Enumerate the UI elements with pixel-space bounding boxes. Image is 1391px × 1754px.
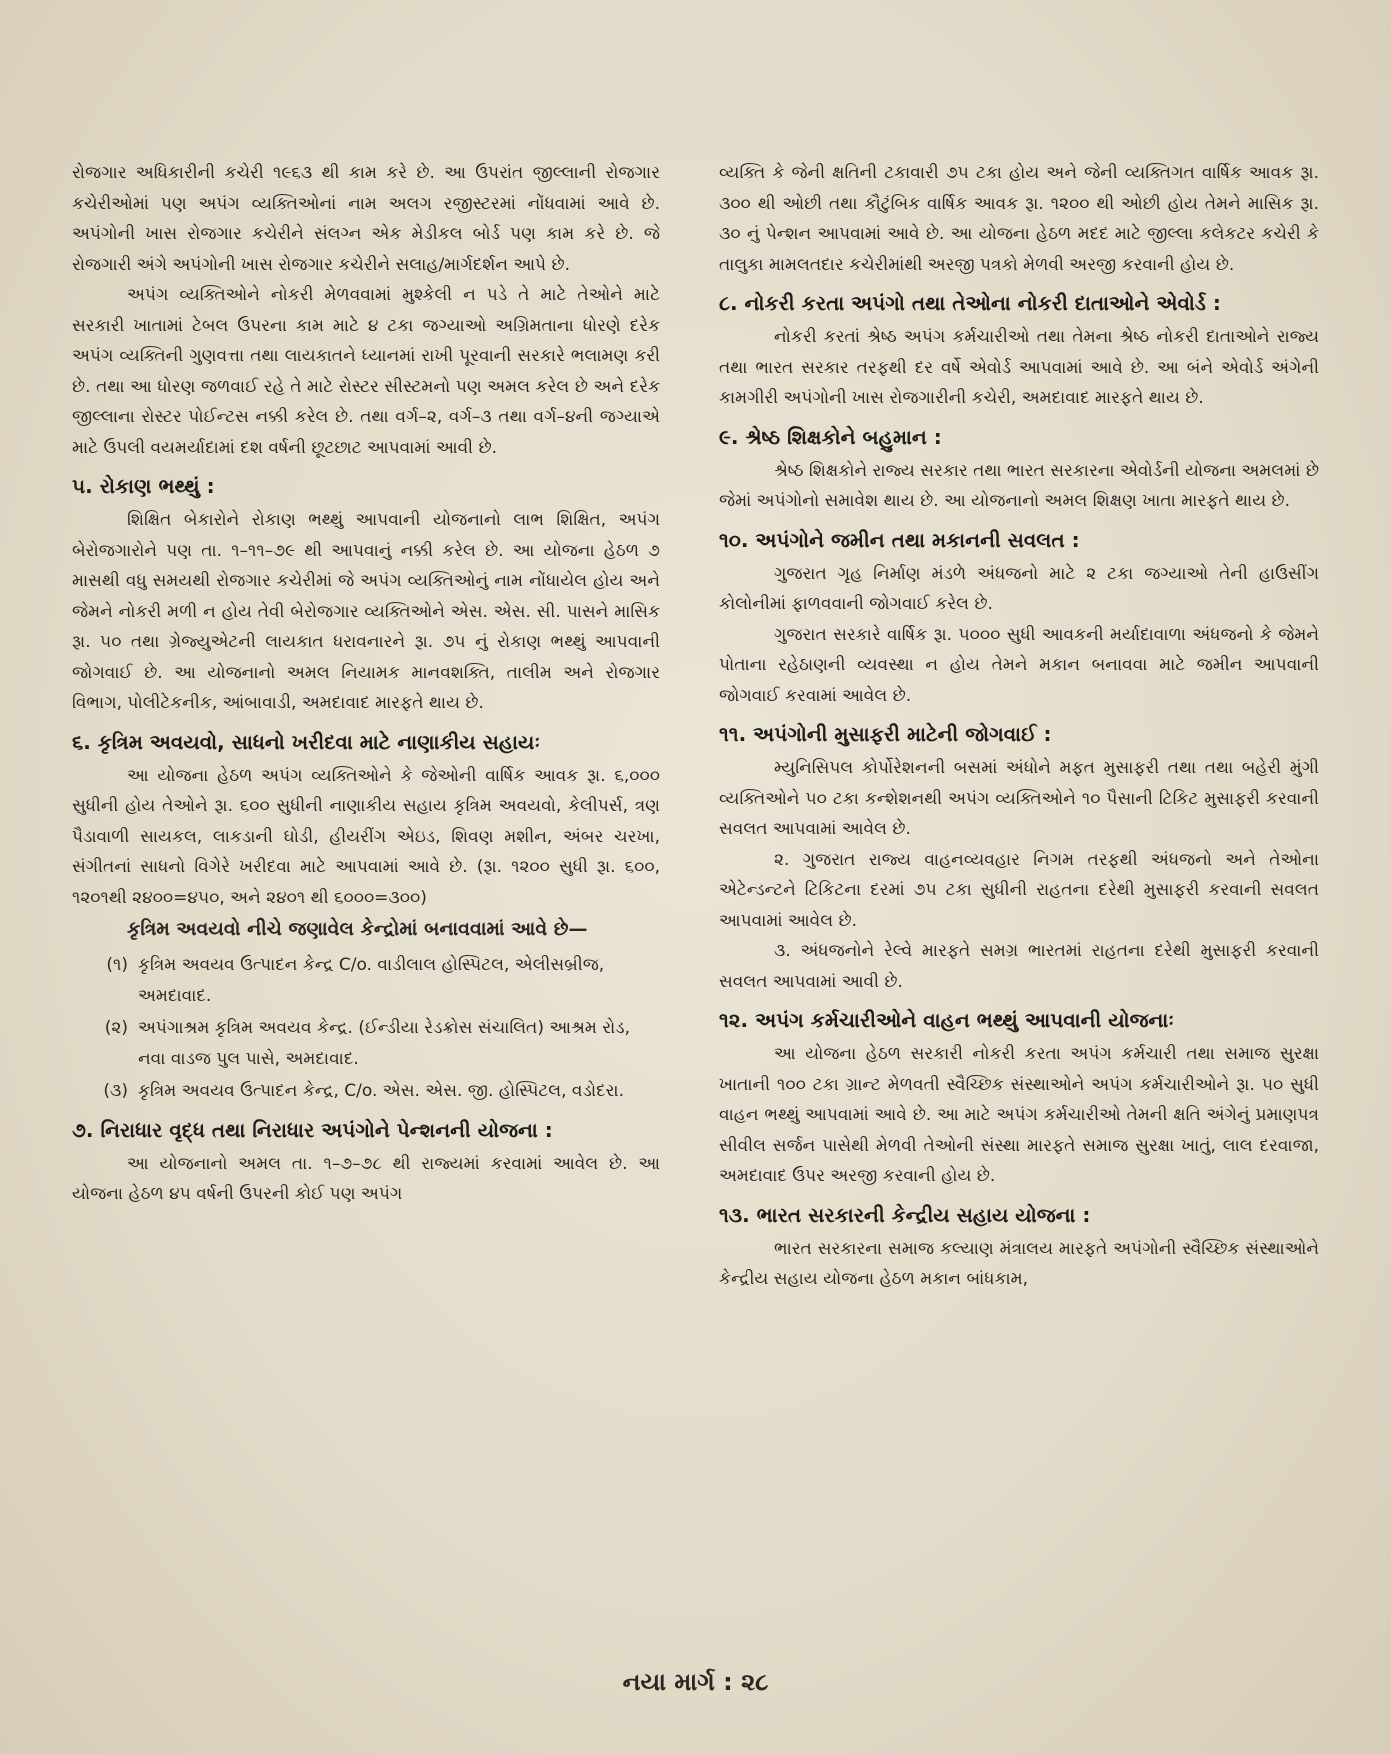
- section-heading: ૧૨. અપંગ કર્મચારીઓને વાહન ભથ્થું આપવાની યોજનાઃ: [719, 1008, 1175, 1032]
- paragraph: ગુજરાત સરકારે વાર્ષિક રૂા. ૫૦૦૦ સુધી આવકની મર્યાદાવાળા અંધજનો કે જેમને પોતાના રહેઠાણની વ્યવસ્થા ન હોય તેમને મકાન બનાવવા માટે જમીન આપવાની જોગવાઈ કરવામાં આવેલ છે.: [719, 624, 1319, 706]
- section-heading: ૭. નિરાધાર વૃદ્ધ તથા નિરાધાર અપંગોને પેન્શનની યોજના :: [72, 1117, 553, 1142]
- paragraph: અપંગ વ્યક્તિઓને નોકરી મેળવવામાં મુશ્કેલી ન પડે તે માટે તેઓને માટે સરકારી ખાતામાં ટેબલ ઉપરના કામ માટે ૪ ટકા જગ્યાઓ અગ્રિમતાના ધોરણે દરેક અપંગ વ્યક્તિની ગુણવત્તા તથા લાયકાતને ધ્યાનમાં રાખી પૂરવાની સરકારે ભલામણ કરી છે. તથા આ ધોરણ જળવાઈ રહે તે માટે રોસ્ટર સીસ્ટમનો પણ અમલ કરેલ છે અને દરેક જીલ્લાના રોસ્ટર પોઈન્ટસ નક્કી કરેલ છે. તથા વર્ગ–૨, વર્ગ–૩ તથા વર્ગ–૪ની જગ્યાએ માટે ઉપલી વયમર્યાદામાં દશ વર્ષની છૂટછાટ આપવામાં આવી છે.: [72, 285, 660, 458]
- paragraph: શ્રેષ્ઠ શિક્ષકોને રાજ્ય સરકાર તથા ભારત સરકારના એવોર્ડની યોજના અમલમાં છે જેમાં અપંગોનો સમાવેશ થાય છે. આ યોજનાનો અમલ શિક્ષણ ખાતા મારફતે થાય છે.: [719, 460, 1319, 511]
- paragraph: ગુજરાત ગૃહ નિર્માણ મંડળે અંધજનો માટે ૨ ટકા જગ્યાઓ તેની હાઉસીંગ કોલોનીમાં ફાળવવાની જોગવાઈ કરેલ છે.: [719, 563, 1319, 614]
- section-heading: ૫. રોકાણ ભથ્થું :: [72, 474, 215, 498]
- page-footer: નયા માર્ગ : ૨૮: [622, 1668, 769, 1696]
- paragraph: મ્યુનિસિપલ કોર્પોરેશનની બસમાં અંધોને મફત મુસાફરી તથા તથા બહેરી મુંગી વ્યક્તિઓને ૫૦ ટકા કન્શેશનથી અપંગ વ્યક્તિઓને ૧૦ પૈસાની ટિકિટ મુસાફરી કરવાની સવલત આપવામાં આવેલ છે.: [719, 758, 1319, 839]
- list-number: (૧): [106, 955, 128, 975]
- list-item: [72, 1013, 660, 1074]
- section-heading: ૧૦. અપંગોને જમીન તથા મકાનની સવલત :: [719, 527, 1080, 552]
- list-text: કૃત્રિમ અવયવ ઉત્પાદન કેન્દ્ર C/o. વાડીલાલ હોસ્પિટલ, એલીસબ્રીજ, અમદાવાદ.: [138, 955, 605, 1006]
- centre-list: [72, 950, 660, 1107]
- section-heading: ૬. કૃત્રિમ અવયવો, સાધનો ખરીદવા માટે નાણાકીય સહાયઃ: [72, 729, 541, 754]
- section-heading: ૮. નોકરી કરતા અપંગો તથા તેઓના નોકરી દાતાઓને એવોર્ડ :: [719, 291, 1221, 315]
- list-text: કૃત્રિમ અવયવ ઉત્પાદન કેન્દ્ર, C/o. એસ. એસ. જી. હોસ્પિટલ, વડોદરા.: [138, 1081, 624, 1101]
- right-column: [719, 158, 1319, 1295]
- list-item: [72, 1076, 660, 1107]
- list-text: અપંગાશ્રમ કૃત્રિમ અવયવ કેન્દ્ર. (ઈન્ડીયા રેડક્રોસ સંચાલિત) આશ્રમ રોડ, નવા વાડજ પુલ પાસે, અમદાવાદ.: [138, 1018, 631, 1069]
- section-heading: ૯. શ્રેષ્ઠ શિક્ષકોને બહુમાન :: [719, 424, 942, 449]
- paragraph: આ યોજના હેઠળ અપંગ વ્યક્તિઓને કે જેઓની વાર્ષિક આવક રૂા. ૬,૦૦૦ સુધીની હોય તેઓને રૂા. ૬૦૦ સુધીની નાણાકીય સહાય કૃત્રિમ અવયવો, કેલીપર્સ, ત્રણ પૈડાવાળી સાયકલ, લાકડાની ઘોડી, હીયરીંગ એઇડ, શિવણ મશીન, અંબર ચરખા, સંગીતનાં સાધનો વિગેરે ખરીદવા માટે આપવામાં આવે છે. (રૂા. ૧૨૦૦ સુધી રૂા. ૬૦૦, ૧૨૦૧થી ૨૪૦૦=૪૫૦, અને ૨૪૦૧ થી ૬૦૦૦=૩૦૦): [72, 765, 660, 908]
- left-column: [72, 158, 660, 1210]
- paragraph: આ યોજનાનો અમલ તા. ૧–૭–૭૮ થી રાજ્યમાં કરવામાં આવેલ છે. આ યોજના હેઠળ ૪૫ વર્ષની ઉપરની કોઈ પણ અપંગ: [72, 1153, 660, 1204]
- paragraph: રોજગાર અધિકારીની કચેરી ૧૯૬૩ થી કામ કરે છે. આ ઉપરાંત જીલ્લાની રોજગાર કચેરીઓમાં પણ અપંગ વ્યક્તિઓનાં નામ અલગ રજીસ્ટરમાં નોંધવામાં આવે છે. અપંગોની ખાસ રોજગાર કચેરીને સંલગ્ન એક મેડીકલ બોર્ડ પણ કામ કરે છે. જે રોજગારી અંગે અપંગોની ખાસ રોજગાર કચેરીને સલાહ/માર્ગદર્શન આપે છે.: [72, 163, 660, 275]
- list-item: [72, 950, 660, 1011]
- paragraph: વ્યક્તિ કે જેની ક્ષતિની ટકાવારી ૭૫ ટકા હોય અને જેની વ્યક્તિગત વાર્ષિક આવક રૂા. ૩૦૦ થી ઓછી તથા કૌટુંબિક વાર્ષિક આવક રૂા. ૧૨૦૦ થી ઓછી હોય તેમને માસિક રૂા. ૩૦ નું પેન્શન આપવામાં આવે છે. આ યોજના હેઠળ મદદ માટે જીલ્લા કલેકટર કચેરી કે તાલુકા મામલતદાર કચેરીમાંથી અરજી પત્રકો મેળવી અરજી કરવાની હોય છે.: [719, 163, 1319, 275]
- paragraph: ભારત સરકારના સમાજ કલ્યાણ મંત્રાલય મારફતે અપંગોની સ્વૈચ્છિક સંસ્થાઓને કેન્દ્રીય સહાય યોજના હેઠળ મકાન બાંધકામ,: [719, 1238, 1319, 1289]
- paragraph-bold: કૃત્રિમ અવયવો નીચે જણાવેલ કેન્દ્રોમાં બનાવવામાં આવે છે—: [127, 918, 588, 940]
- section-heading: ૧૧. અપંગોની મુસાફરી માટેની જોગવાઈ :: [719, 722, 1052, 746]
- paragraph: શિક્ષિત બેકારોને રોકાણ ભથ્થું આપવાની યોજનાનો લાભ શિક્ષિત, અપંગ બેરોજગારોને પણ તા. ૧–૧૧–૭૯ થી આપવાનું નક્કી કરેલ છે. આ યોજના હેઠળ ૭ માસથી વધુ સમયથી રોજગાર કચેરીમાં જે અપંગ વ્યક્તિઓનું નામ નોંધાયેલ હોય અને જેમને નોકરી મળી ન હોય તેવી બેરોજગાર વ્યક્તિઓને એસ. એસ. સી. પાસને માસિક રૂા. ૫૦ તથા ગ્રેજ્યુએટની લાયકાત ધરાવનારને રૂા. ૭૫ નું રોકાણ ભથ્થું આપવાની જોગવાઈ છે. આ યોજનાનો અમલ નિયામક માનવશક્તિ, તાલીમ અને રોજગાર વિભાગ, પોલીટેકનીક, આંબાવાડી, અમદાવાદ મારફતે થાય છે.: [72, 510, 660, 713]
- section-heading: ૧૩. ભારત સરકારની કેન્દ્રીય સહાય યોજના :: [719, 1202, 1091, 1227]
- paragraph: ૩. અંધજનોને રેલ્વે મારફતે સમગ્ર ભારતમાં રાહતના દરેથી મુસાફરી કરવાની સવલત આપવામાં આવી છે.: [719, 941, 1319, 992]
- list-number: (૨): [104, 1018, 128, 1038]
- paragraph: આ યોજના હેઠળ સરકારી નોકરી કરતા અપંગ કર્મચારી તથા સમાજ સુરક્ષા ખાતાની ૧૦૦ ટકા ગ્રાન્ટ મેળવતી સ્વૈચ્છિક સંસ્થાઓને અપંગ કર્મચારીઓને રૂા. ૫૦ સુધી વાહન ભથ્થું આપવામાં આવે છે. આ માટે અપંગ કર્મચારીઓ તેમની ક્ષતિ અંગેનું પ્રમાણપત્ર સીવીલ સર્જન પાસેથી મેળવી તેઓની સંસ્થા મારફતે સમાજ સુરક્ષા ખાતું, લાલ દરવાજા, અમદાવાદ ઉપર અરજી કરવાની હોય છે.: [719, 1044, 1319, 1186]
- list-number: (૩): [103, 1081, 128, 1101]
- paragraph: ૨. ગુજરાત રાજ્ય વાહનવ્યવહાર નિગમ તરફથી અંધજનો અને તેઓના એટેન્ડન્ટને ટિકિટના દરમાં ૭૫ ટકા સુધીની રાહતના દરેથી મુસાફરી કરવાની સવલત આપવામાં આવેલ છે.: [719, 849, 1319, 931]
- paragraph: નોકરી કરતાં શ્રેષ્ઠ અપંગ કર્મચારીઓ તથા તેમના શ્રેષ્ઠ નોકરી દાતાઓને રાજ્ય તથા ભારત સરકાર તરફથી દર વર્ષે એવોર્ડ આપવામાં આવે છે. આ બંને એવોર્ડ અંગેની કામગીરી અપંગોની ખાસ રોજગારીની કચેરી, અમદાવાદ મારફતે થાય છે.: [719, 327, 1319, 408]
